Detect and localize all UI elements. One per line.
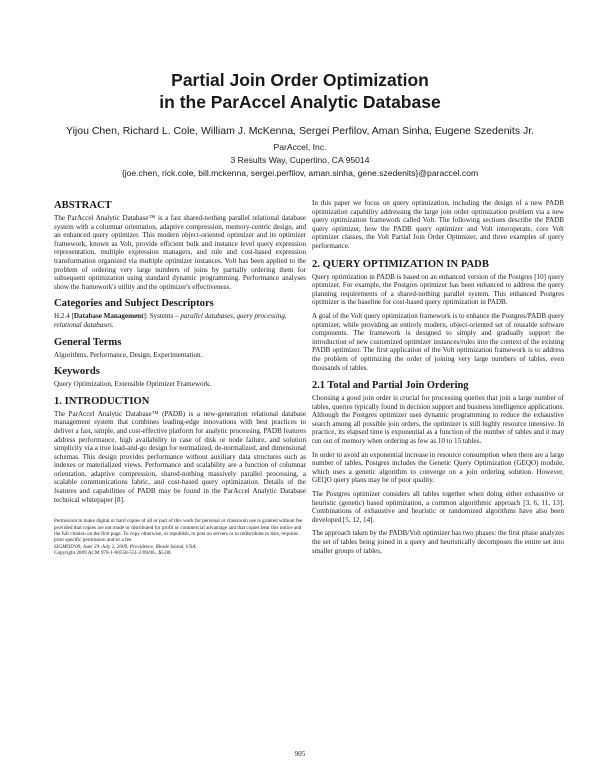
copyright-notice: Copyright 2009 ACM 978-1-60558-551-2/09/06...$5.00. bbox=[54, 550, 172, 557]
conference-info: SIGMOD'09, June 29–July 2, 2009, Providence, Rhode Island, USA. bbox=[54, 543, 197, 550]
section-2-1-heading: 2.1 Total and Partial Join Ordering bbox=[312, 380, 469, 392]
affiliation-emails: {joe.chen, rick.cole, bill.mckenna, sergei.perfilov, aman.sinha, gene.szedenits}@paraccel.com bbox=[121, 168, 479, 178]
section-2-1-paragraph-4: The approach taken by the PADB/Volt optimizer has two phases: the first phase analyzes the set of tables being joined in a query and heuristically decomposes the entire set into smaller groups of tables, bbox=[312, 529, 564, 555]
permission-block bbox=[54, 518, 306, 556]
left-column bbox=[54, 199, 306, 557]
categories-bold: Database Management bbox=[73, 312, 144, 321]
categories-body bbox=[54, 312, 306, 329]
introduction-heading: 1. INTRODUCTION bbox=[54, 395, 150, 407]
abstract-heading: ABSTRACT bbox=[54, 200, 112, 211]
categories-prefix: H.2.4 [ bbox=[54, 312, 74, 321]
right-column bbox=[312, 199, 564, 555]
section-2-1-paragraph-1: Choosing a good join order is crucial for processing queries that join a large number of tables, queries typically found in decision support and business intelligence applications. Although the Postgres optimizer uses dynamic programming to reduce the exhaustive search among all possible join orders, the optimizer is still highly resource intensive. In practice, its elapsed time is exponential as a function of the number of tables and it may run out of memory when ordering as few as 10 to 15 tables. bbox=[312, 394, 564, 446]
affiliation-org: ParAccel, Inc. bbox=[273, 142, 327, 152]
paper-title-line-1: Partial Join Order Optimization bbox=[171, 70, 429, 90]
categories-italic: parallel databases, query processing, relational databases. bbox=[54, 312, 287, 329]
section-2-paragraph-1: Query optimization in PADB is based on an enhanced version of the Postgres [10] query optimizer. For example, the Postgres optimizer has been enhanced to address the query planning requirements of a shared-nothing parallel system. This enhanced Postgres optimizer is the baseline for cost-based query optimization in PADB. bbox=[312, 272, 564, 307]
section-2-paragraph-2: A goal of the Volt query optimization framework is to enhance the Postgres/PADB query optimizer, while providing an entirely modern, object-oriented set of reusable software components. The framework is designed to simply and gradually support the introduction of new customized optimizer instances/rules into the context of the existing PADB optimizer. The first application of the Volt optimization framework is to address the problem of optimizing the order of joining very large numbers of tables, even thousands of tables. bbox=[312, 311, 564, 372]
affiliation-address: 3 Results Way, Cupertino, CA 95014 bbox=[230, 155, 370, 165]
keywords-heading: Keywords bbox=[54, 366, 100, 378]
general-terms-body: Algorithms, Performance, Design, Experimentation. bbox=[54, 350, 203, 359]
author-list: Yijou Chen, Richard L. Cole, William J. McKenna, Sergei Perfilov, Aman Sinha, Eugene Szedenits Jr. bbox=[65, 125, 535, 137]
section-2-heading: 2. QUERY OPTIMIZATION IN PADB bbox=[312, 258, 489, 270]
paper-title-line-2: in the ParAccel Analytic Database bbox=[159, 92, 441, 112]
keywords-body: Query Optimization, Extensible Optimizer Framework. bbox=[54, 380, 212, 389]
introduction-body: The ParAccel Analytic Database™ (PADB) is a new-generation relational database management system that combines leading-edge innovations with best practices to deliver a fast, simple, and cost-effective platform for analytic processing. PADB features address performance, high availability in case of disk or node failure, and solution simplicity via a true load-and-go design for normalized, de-normalized, and dimensional schemas. This design provides performance without auxiliary data structures such as indexes or materialized views. Performance and scalability are a function of columnar orientation, adaptive compression, shared-nothing massively parallel processing, a scalable communications fabric, and cost-based query optimization. Details of the features and capabilities of PADB may be found in the ParAccel Analytic Database technical whitepaper [8]. bbox=[54, 409, 306, 504]
categories-suffix: ]: Systems – bbox=[143, 312, 181, 321]
permission-notice: Permission to make digital or hard copies of all or part of this work for personal or classroom use is granted without fee provided that copies are not made or distributed for profit or commercial advantage and that copies bear this notice and the full citation on the first page. To copy otherwise, or republish, to post on servers or to redistribute to lists, requires prior specific permission and/or a fee. bbox=[54, 518, 303, 544]
section-2-1-paragraph-3: The Postgres optimizer considers all tables together when doing either exhaustive or heuristic (genetic) based optimization, a common algorithmic approach [3, 6, 11, 13]. Combinations of exhaustive and heuristic or randomized algorithms have also been developed [5, 12, 14]. bbox=[312, 490, 564, 524]
page-number: 905 bbox=[294, 750, 306, 758]
section-2-1-paragraph-2: In order to avoid an exponential increase in resource consumption when there are a large number of tables, Postgres includes the Genetic Query Optimization (GEQO) module, which uses a genetic algorithm to converge on a join ordering solution. However, GEQO query plans may be of poor quality. bbox=[312, 450, 564, 485]
focus-paragraph: In this paper we focus on query optimization, including the design of a new PADB optimization capability addressing the large join order optimization problem via a new query optimization framework called Volt. The following sections describe the PADB query optimizer, how the PADB query optimizer and Volt interoperate, core Volt optimizer classes, the Volt Partial Join Order Optimizer, and three examples of query performance. bbox=[312, 199, 564, 250]
abstract-body: The ParAccel Analytic Database™ is a fast shared-nothing parallel relational database system with a columnar orientation, adaptive compression, memory-centric design, and an enhanced query optimizer. This modern object-oriented optimizer and its optimizer framework, known as Volt, provide efficient bulk and instance level query expression representation, multiple expression managers, and rule and cost-based expression transformation organized via multiple optimizer instances. Volt has been applied to the problem of ordering very large numbers of joins by partially ordering them for subsequent optimization using standard dynamic programming. Performance analyses show the framework's utility and the optimizer's effectiveness. bbox=[54, 214, 306, 291]
categories-heading: Categories and Subject Descriptors bbox=[54, 298, 214, 310]
general-terms-heading: General Terms bbox=[54, 336, 122, 348]
